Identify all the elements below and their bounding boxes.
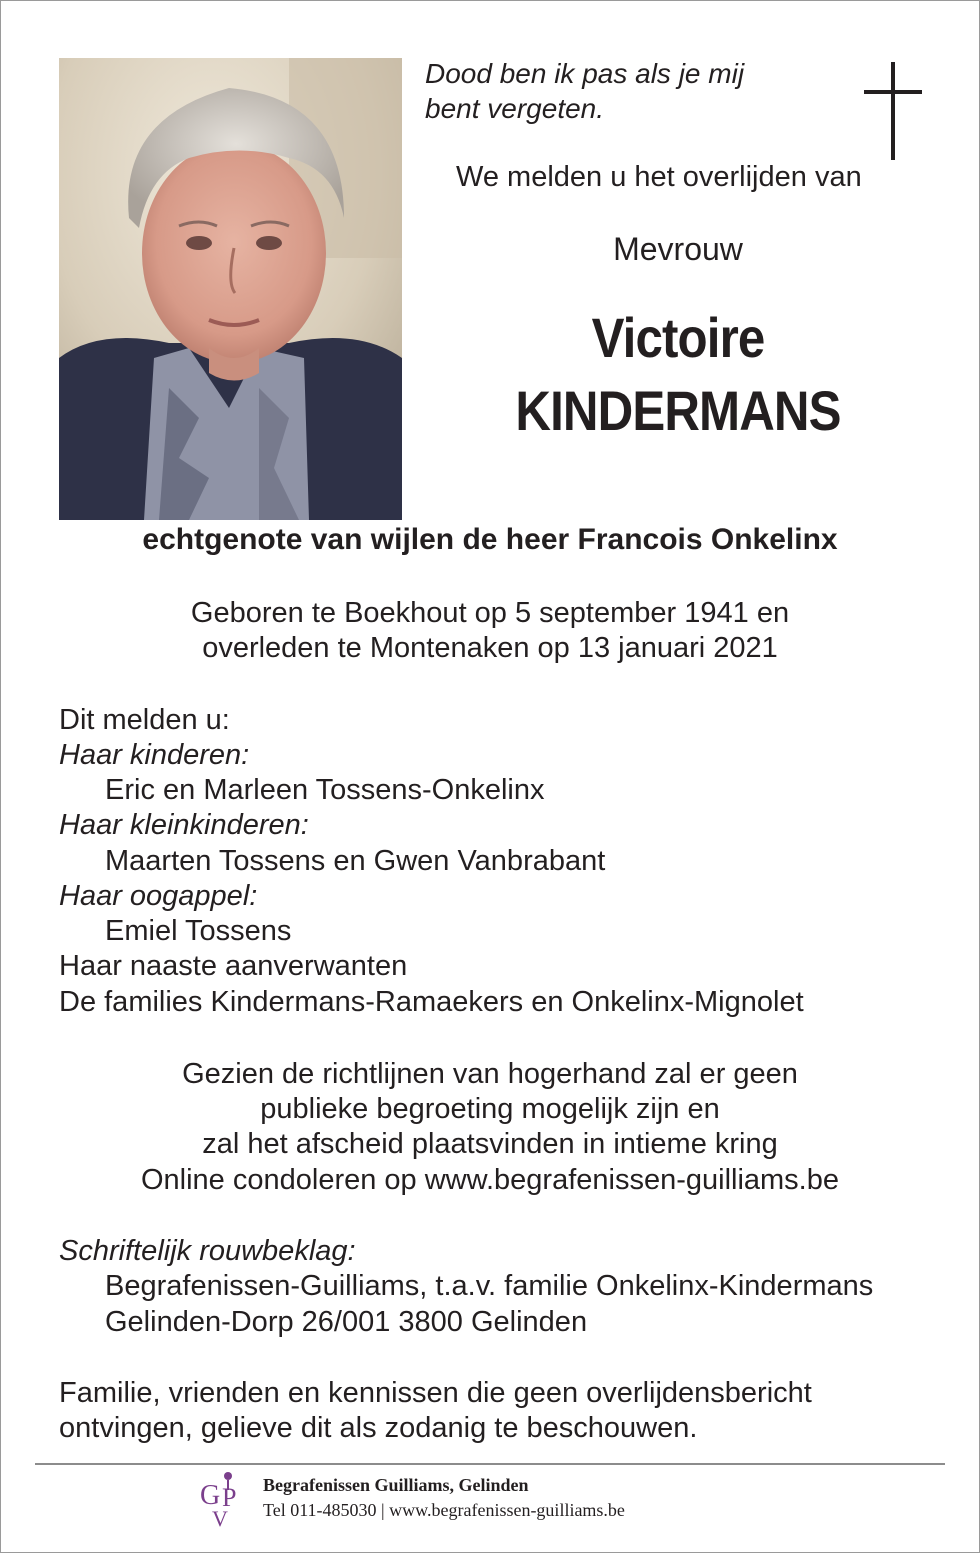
condolence-label: Schriftelijk rouwbeklag:	[59, 1235, 356, 1267]
motto	[425, 56, 744, 126]
closing-line-2: ontvingen, gelieve dit als zodanig te beschouwen.	[59, 1412, 698, 1444]
svg-text:V: V	[212, 1506, 228, 1528]
children-label: Haar kinderen:	[59, 739, 250, 771]
announcers-heading: Dit melden u:	[59, 704, 230, 736]
notice-line-3: zal het afscheid plaatsvinden in intieme kring	[202, 1128, 778, 1160]
funeral-home-logo-icon	[198, 1470, 250, 1528]
funeral-home-contact: Tel 011-485030 | www.begrafenissen-guilliams.be	[263, 1500, 625, 1520]
honorific: Mevrouw	[613, 231, 743, 267]
families-line: De families Kindermans-Ramaekers en Onkelinx-Mignolet	[59, 986, 804, 1018]
cross-icon	[864, 62, 922, 160]
condolence-address-1: Begrafenissen-Guilliams, t.a.v. familie Onkelinx-Kindermans	[105, 1270, 874, 1302]
notice-line-4: Online condoleren op www.begrafenissen-guilliams.be	[140, 1164, 839, 1196]
intro-text: We melden u het overlijden van	[456, 161, 862, 193]
spouse-line: echtgenote van wijlen de heer Francois Onkelinx	[142, 523, 838, 556]
closing-line-1: Familie, vrienden en kennissen die geen overlijdensbericht	[59, 1377, 812, 1409]
birth-line: Geboren te Boekhout op 5 september 1941 en	[190, 597, 790, 629]
grandchildren-label: Haar kleinkinderen:	[59, 809, 309, 841]
portrait-illustration	[59, 58, 402, 520]
relatives-line: Haar naaste aanverwanten	[59, 950, 408, 982]
condolence-address-2: Gelinden-Dorp 26/001 3800 Gelinden	[105, 1306, 588, 1338]
svg-text:P: P	[222, 1483, 237, 1512]
last-name: KINDERMANS	[515, 379, 841, 442]
notice-line-2: publieke begroeting mogelijk zijn en	[260, 1093, 720, 1125]
notice-line-1: Gezien de richtlijnen van hogerhand zal er geen	[182, 1058, 798, 1090]
grandchildren-names: Maarten Tossens en Gwen Vanbrabant	[105, 845, 606, 877]
death-line: overleden te Montenaken op 13 januari 2021	[202, 632, 778, 664]
children-names: Eric en Marleen Tossens-Onkelinx	[105, 774, 545, 806]
motto-line-1: Dood ben ik pas als je mij	[425, 58, 745, 89]
portrait-photo	[59, 58, 402, 520]
darling-name: Emiel Tossens	[105, 915, 292, 947]
funeral-home-name: Begrafenissen Guilliams, Gelinden	[263, 1475, 529, 1495]
darling-label: Haar oogappel:	[59, 880, 258, 912]
svg-text:G: G	[200, 1480, 221, 1511]
motto-line-2: bent vergeten.	[425, 93, 605, 124]
footer-divider	[35, 1463, 945, 1465]
first-name: Victoire	[591, 306, 765, 369]
